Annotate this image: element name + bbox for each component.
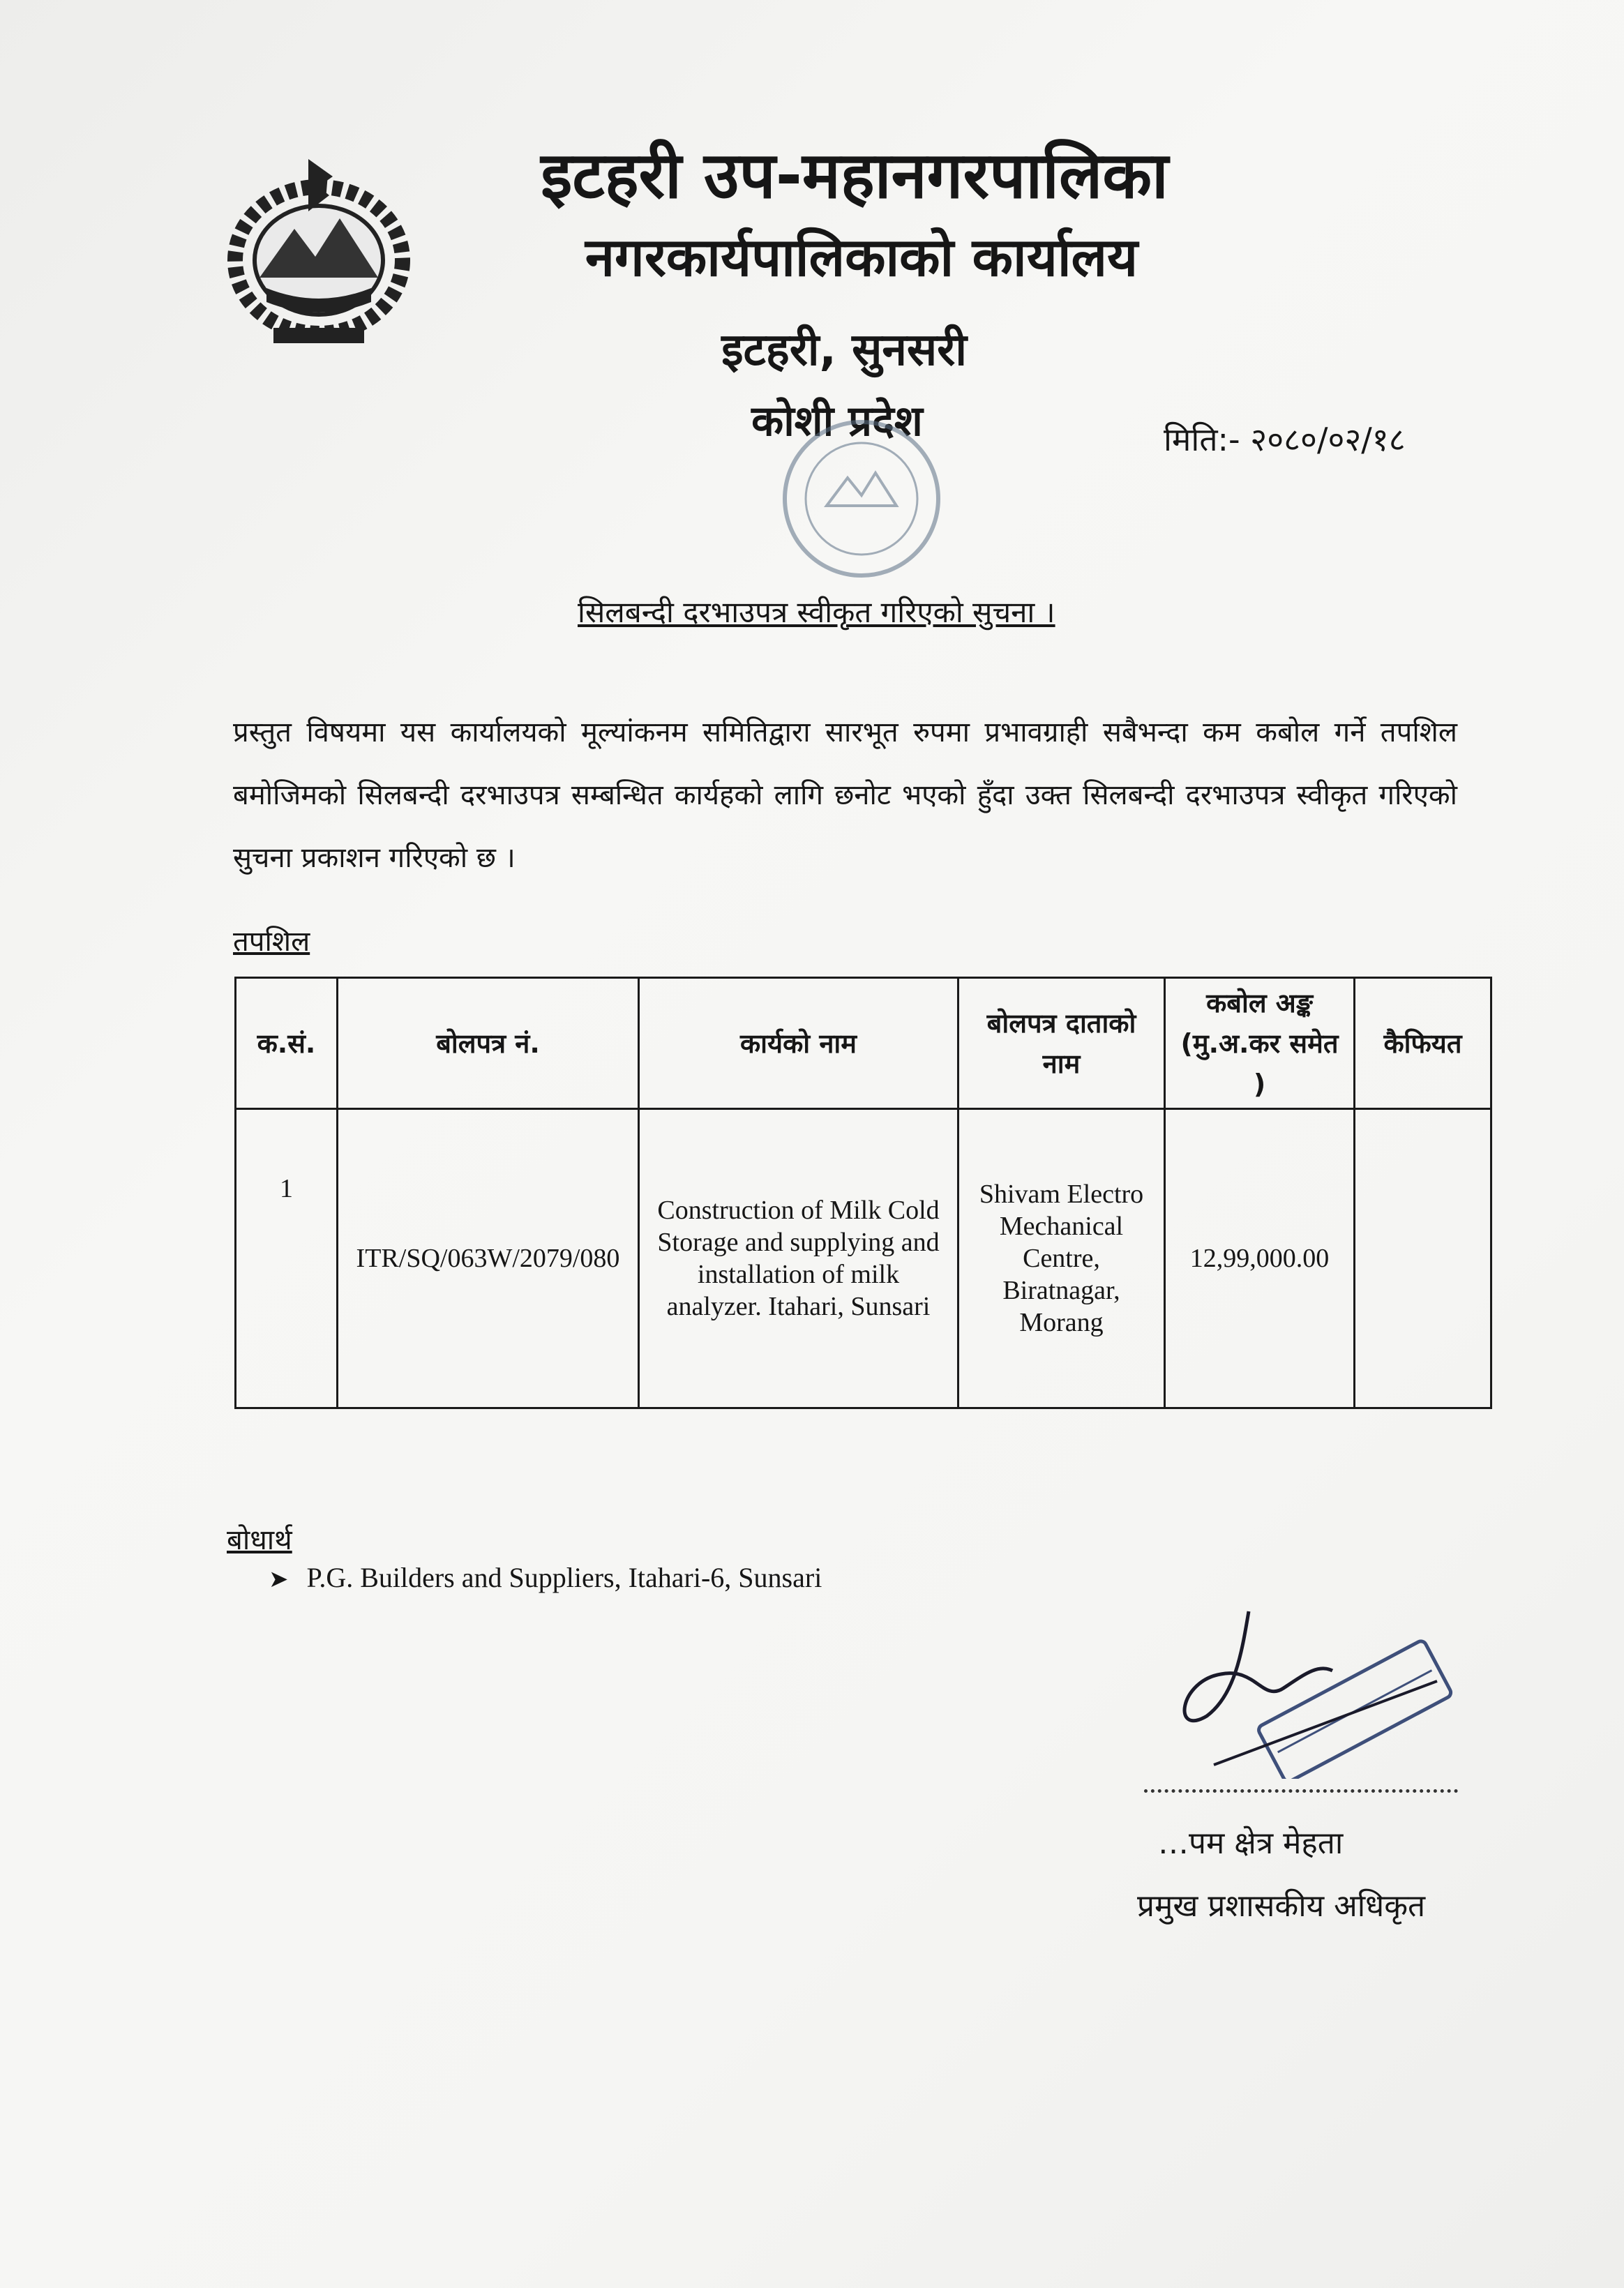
award-table (234, 977, 1492, 1409)
table-row (236, 1109, 1491, 1408)
signatory-name: …पम क्षेत्र मेहता (1158, 1826, 1344, 1861)
cell-bid-amount: 12,99,000.00 (1165, 1109, 1355, 1408)
arrow-bullet-icon: ➤ (269, 1565, 289, 1593)
cc-item (269, 1561, 822, 1594)
cc-item-text: P.G. Builders and Suppliers, Itahari-6, Sunsari (306, 1562, 822, 1593)
signature-line (1144, 1789, 1458, 1793)
cc-label: बोधार्थ (227, 1524, 292, 1556)
cell-tender-no: ITR/SQ/063W/2079/080 (338, 1109, 639, 1408)
cell-bidder-name: Shivam Electro Mechanical Centre, Biratnagar, Morang (958, 1109, 1165, 1408)
header-serial: क.सं. (236, 978, 338, 1109)
province-line: कोशी प्रदेश (751, 397, 923, 446)
cell-serial: 1 (236, 1109, 338, 1408)
header-tender-no: बोलपत्र नं. (338, 978, 639, 1109)
notice-subject: सिलबन्दी दरभाउपत्र स्वीकृत गरिएको सुचना । (578, 595, 1055, 629)
cell-remarks (1355, 1109, 1491, 1408)
cell-work-name: Construction of Milk Cold Storage and supplying and installation of milk analyzer. Itahari, Sunsari (639, 1109, 958, 1408)
notice-date: मिति:- २०८०/०२/१८ (1164, 421, 1406, 458)
header-work-name: कार्यको नाम (639, 978, 958, 1109)
signatory-title: प्रमुख प्रशासकीय अधिकृत (1137, 1888, 1426, 1924)
notice-body: प्रस्तुत विषयमा यस कार्यालयको मूल्यांकनम समितिद्वारा सारभूत रुपमा प्रभावग्राही सबैभन्दा कम कबोल गर्ने तपशिल बमोजिमको सिलबन्दी दरभाउपत्र सम्बन्धित कार्यहको लागि छनोट भएको हुँदा उक्त सिलबन्दी दरभाउपत्र स्वीकृत गरिएको सुचना प्रकाशन गरिएको छ । (233, 716, 1457, 874)
name-stamp (1257, 1639, 1453, 1779)
municipality-title: इटहरी उप-महानगरपालिका (541, 138, 1168, 213)
office-seal-stamp (760, 412, 963, 586)
details-label: तपशिल (233, 926, 310, 958)
location-line: इटहरी, सुनसरी (721, 324, 967, 376)
header-bid-amount: कबोल अङ्क (मु.अ.कर समेत ) (1165, 978, 1355, 1109)
handwritten-signature (1144, 1597, 1465, 1779)
header-bidder-name: बोलपत्र दाताको नाम (958, 978, 1165, 1109)
table-header-row (236, 978, 1491, 1109)
office-title: नगरकार्यपालिकाको कार्यालय (585, 226, 1138, 288)
header-remarks: कैफियत (1355, 978, 1491, 1109)
nepal-emblem-logo (204, 145, 434, 354)
